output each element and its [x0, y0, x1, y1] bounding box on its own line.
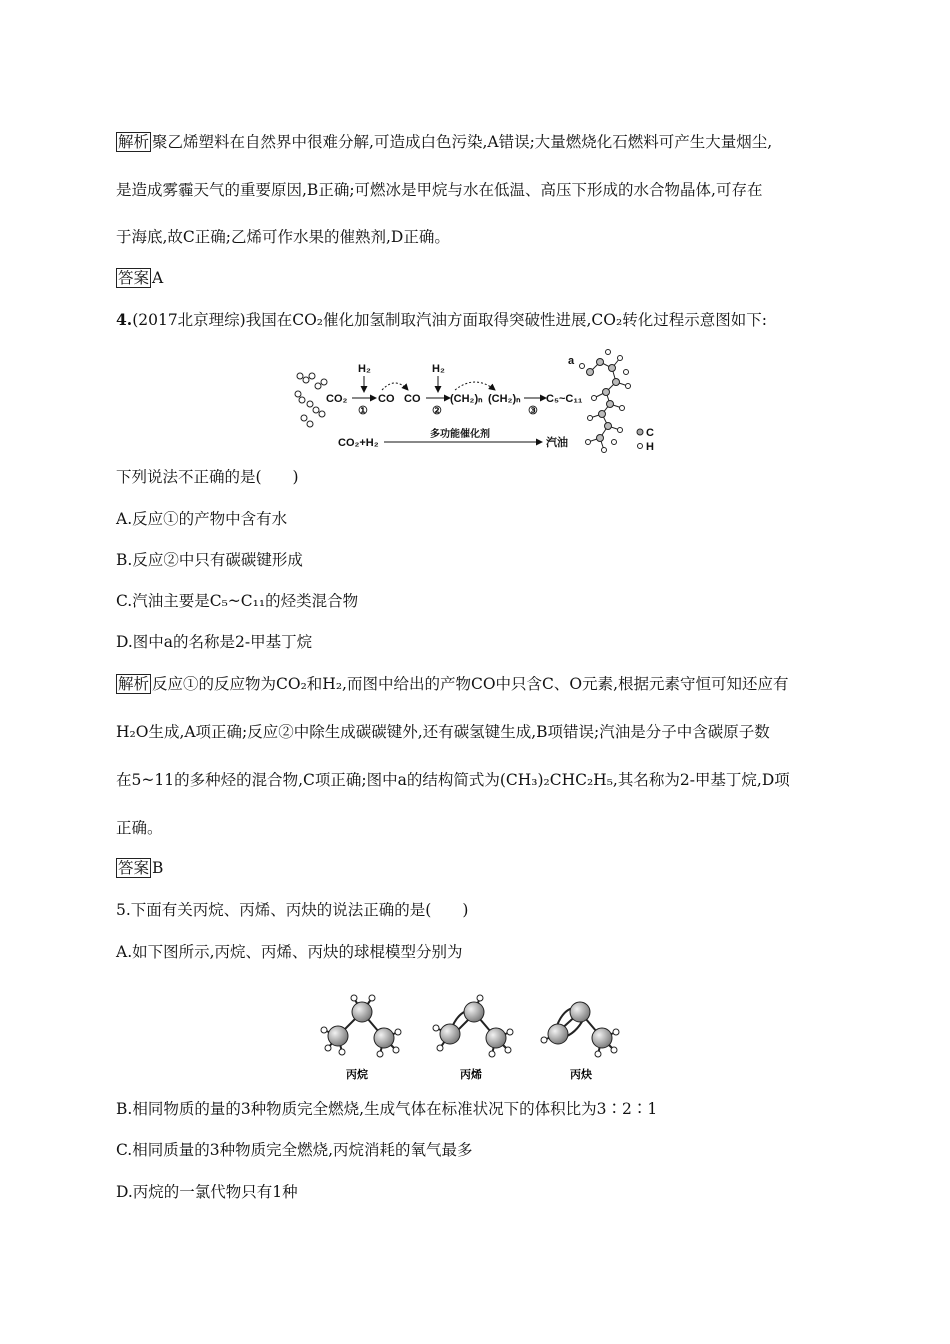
q5-option-b: B.相同物质的量的3种物质完全燃烧,生成气体在标准状况下的体积比为3∶2∶1	[116, 1100, 658, 1118]
step-2-label: ②	[432, 405, 442, 417]
h2-label-2: H₂	[432, 363, 445, 375]
q3-answer: 答案 A	[118, 269, 164, 287]
co2-conversion-diagram	[290, 342, 670, 464]
q3-analysis-line-3: 于海底,故C正确;乙烯可作水果的催熟剂,D正确。	[116, 228, 450, 246]
propyne-model	[541, 1002, 619, 1057]
co2-label: CO₂	[326, 393, 348, 405]
propene-label: 丙烯	[460, 1069, 482, 1081]
q5-option-a: A.如下图所示,丙烷、丙烯、丙炔的球棍模型分别为	[116, 943, 463, 961]
legend-hydrogen: H	[646, 441, 654, 453]
q4-question: 下列说法不正确的是( )	[116, 468, 299, 486]
ball-stick-models	[312, 988, 642, 1084]
co-label-1: CO	[378, 393, 395, 405]
label-a: a	[568, 355, 575, 367]
ch2n-label-2: (CH₂)ₙ	[488, 393, 521, 405]
catalyst-label: 多功能催化剂	[430, 429, 490, 440]
q3-analysis-line-2: 是造成雾霾天气的重要原因,B正确;可燃冰是甲烷与水在低温、高压下形成的水合物晶体,可存在	[116, 181, 763, 199]
q4-option-b: B.反应②中只有碳碳键形成	[116, 551, 303, 569]
propane-model	[321, 995, 401, 1057]
answer-tag: 答案	[118, 269, 150, 287]
q5-option-c: C.相同质量的3种物质完全燃烧,丙烷消耗的氧气最多	[116, 1141, 473, 1159]
q4-option-d: D.图中a的名称是2-甲基丁烷	[116, 633, 313, 651]
ch2n-label-1: (CH₂)ₙ	[450, 393, 483, 405]
analysis-tag: 解析	[118, 675, 150, 693]
co-label-2: CO	[404, 393, 421, 405]
step-1-label: ①	[358, 405, 368, 417]
analysis-tag: 解析	[118, 133, 150, 151]
legend-carbon: C	[646, 427, 654, 439]
q4-option-c: C.汽油主要是C₅~C₁₁的烃类混合物	[116, 592, 359, 610]
q3-analysis-line-1: 解析 聚乙烯塑料在自然界中很难分解,可造成白色污染,A错误;大量燃烧化石燃料可产生大量烟尘,	[118, 133, 773, 151]
step-3-label: ③	[528, 405, 538, 417]
q4-option-a: A.反应①的产物中含有水	[116, 510, 288, 528]
q4-analysis-line-1: 解析 反应①的反应物为CO₂和H₂,而图中给出的产物CO中只含C、O元素,根据元素守恒可知还应有	[118, 675, 789, 693]
propyne-label: 丙炔	[570, 1069, 592, 1081]
q5-stem: 5.下面有关丙烷、丙烯、丙炔的说法正确的是( )	[116, 901, 469, 919]
q5-option-d: D.丙烷的一氯代物只有1种	[116, 1183, 298, 1201]
propane-label: 丙烷	[346, 1069, 368, 1081]
answer-tag: 答案	[118, 859, 150, 877]
co2-h2-label: CO₂+H₂	[338, 437, 379, 449]
q4-analysis-line-4: 正确。	[116, 819, 163, 837]
co2-molecule-cluster	[295, 373, 327, 427]
q4-answer: 答案 B	[118, 859, 164, 877]
q4-analysis-line-3: 在5~11的多种烃的混合物,C项正确;图中a的结构简式为(CH₃)₂CHC₂H₅,其名称为2-甲基丁烷,D项	[116, 771, 790, 789]
c5-c11-label: C₅~C₁₁	[546, 393, 583, 405]
q4-number: 4.	[116, 310, 133, 329]
q4-stem: 4.(2017北京理综)我国在CO₂催化加氢制取汽油方面取得突破性进展,CO₂转化过程示意图如下:	[116, 310, 767, 329]
propene-model	[433, 995, 513, 1057]
hydrocarbon-structure	[580, 350, 631, 453]
gasoline-label: 汽油	[546, 437, 568, 449]
h2-label-1: H₂	[358, 363, 371, 375]
q4-analysis-line-2: H₂O生成,A项正确;反应②中除生成碳碳键外,还有碳氢键生成,B项错误;汽油是分子中含碳原子数	[116, 723, 770, 741]
